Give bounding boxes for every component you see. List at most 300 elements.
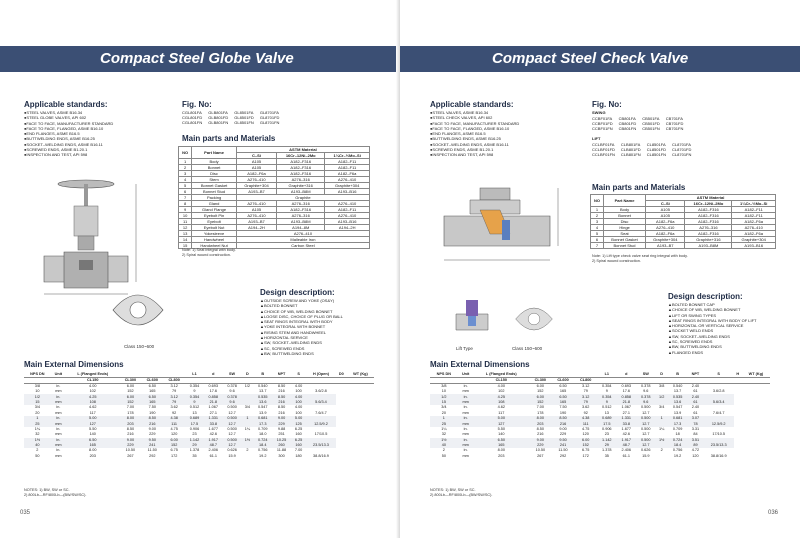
fig-number: GL8701FD [259, 115, 280, 121]
cell: 1/2 [656, 394, 668, 399]
cell: 17.6 [209, 389, 217, 394]
cell: 0.512 [602, 405, 612, 410]
cell: 6.50 [552, 394, 575, 399]
cell: A182–F11 [325, 165, 370, 171]
cell: Graphite+304 [236, 183, 276, 189]
cell: 165 [141, 400, 163, 405]
fig-column [592, 116, 613, 132]
standard-item: ●STEEL VALVES, ASME B16.34 [430, 110, 489, 115]
cell: 13.6 [253, 400, 272, 405]
cell: 3.6/2.8 [712, 389, 725, 394]
design-list [668, 302, 798, 355]
cell: 292 [559, 453, 567, 458]
cell: 25 [430, 421, 458, 426]
cell: 12.7 [636, 421, 655, 426]
cell: 1.378 [602, 448, 612, 453]
cell: 3/8 [441, 384, 447, 388]
standard-item: ●STEEL CHECK VALVES, API 602 [430, 115, 493, 121]
cell: 9.6 [223, 400, 242, 405]
cell: 0.709 [257, 426, 268, 431]
cell: 178 [127, 410, 134, 415]
cell: 0.500 [227, 426, 237, 431]
cell: 79 [172, 389, 177, 394]
cell: 4 [591, 225, 604, 231]
cell: 216 [537, 432, 544, 437]
dim-header: L1 [597, 372, 616, 378]
cell: A276–410 [236, 177, 276, 183]
cell: 17.5 [185, 421, 204, 426]
cell: 1¼ [659, 426, 665, 431]
cell: A276–410 [325, 213, 370, 219]
cell: 7 [179, 195, 192, 201]
cell: 42.6 [209, 432, 217, 437]
fig-number: CL8501FN [646, 152, 667, 158]
fig-number: CLB801FA [620, 142, 641, 147]
cell: 6.75 [170, 448, 178, 453]
design-item: ▲SEAT RINGS INTEGRAL WITH BODY [260, 319, 333, 325]
cell: 4 [179, 177, 192, 183]
cell: in. [56, 384, 61, 388]
cell: Packing [192, 195, 237, 201]
fig-number: GL8701FN [259, 120, 280, 126]
cell: 165 [552, 400, 575, 405]
cell: 102 [498, 389, 505, 394]
cell: 6.00 [126, 384, 135, 388]
cell: A194–2H [236, 225, 276, 231]
standard-item: ●SOCKET–WELDING ENDS, ASME B16.11 [430, 141, 509, 147]
fig-column [672, 142, 691, 158]
fig-title: Fig. No: [182, 100, 212, 109]
cell: 12.7 [636, 443, 655, 448]
cell: A276–316 [277, 201, 325, 207]
flange-drawing [108, 280, 168, 340]
cell: 3.12 [574, 394, 597, 399]
cell: 216 [127, 432, 134, 437]
cell: 1/2 [244, 384, 251, 388]
check-valve-drawing [430, 180, 570, 280]
cell: 120 [170, 432, 178, 437]
cell: 2 [36, 448, 39, 453]
cell: mm [51, 400, 66, 405]
cell: A276–410 [325, 201, 370, 207]
dim-header: WT (Kg) [742, 372, 770, 378]
cell: 100 [295, 410, 302, 415]
cell: 0.756 [257, 448, 268, 453]
cell: A182–F316 [277, 207, 325, 213]
cell: Bonnet Stud [192, 189, 237, 195]
right-page [400, 0, 800, 538]
design-item: ▲YOKE INTEGRAL WITH BONNET [260, 324, 326, 330]
cell: 40 [430, 443, 458, 448]
cell: A182–F6a [732, 219, 776, 225]
cell: 8.00 [497, 448, 505, 453]
cell: 10.50 [125, 448, 136, 453]
cell: 35 [604, 453, 609, 458]
cell: 0.354 [189, 384, 200, 388]
cell: A182–F6a [646, 231, 685, 237]
cell: 229 [559, 432, 567, 437]
cell: 152 [529, 400, 552, 405]
parts-table [178, 146, 370, 249]
fig-number: CB501FD [642, 121, 660, 127]
cell: 0.689 [185, 416, 204, 421]
cell: Graphite+316 [685, 237, 732, 243]
cell: A182–F11 [732, 207, 776, 213]
cell: 5.6/3.4 [704, 400, 734, 405]
dim-header: d [617, 372, 636, 378]
cell: 13 [192, 410, 197, 415]
cell: 25 [24, 421, 51, 426]
dim-subheader [734, 378, 742, 384]
cell: Body [603, 207, 645, 213]
cell: A182–F6a [236, 171, 276, 177]
cell: 1¼ [34, 426, 40, 431]
parts-header: Part Name [603, 195, 645, 207]
dimensions-table [24, 372, 374, 459]
fig-column [619, 116, 637, 132]
fig-number: CCLBF01FA [592, 142, 615, 147]
cell: 79 [163, 400, 185, 405]
design-list [260, 298, 390, 356]
cell: 100 [291, 400, 306, 405]
design-item: ▲LOOSE DISC, CHOICE OF PLUG OR BALL [260, 313, 343, 319]
cell: 20 [441, 410, 446, 415]
cell: A182–F316 [685, 213, 732, 219]
cell: 160 [291, 443, 306, 448]
cell: 216 [272, 400, 291, 405]
cell: 17/10.5 [712, 432, 726, 437]
fig-number: CB701FA [665, 116, 683, 121]
design-item: ▲FLANGED ENDS [668, 349, 704, 355]
cell: 11.88 [276, 448, 287, 453]
cell: Eyebolt Nut [192, 225, 237, 231]
cell: 2.40 [691, 405, 700, 410]
fig-column [642, 116, 660, 132]
cell: 6.00 [163, 438, 185, 443]
fig-number: CL8701FA [672, 142, 691, 147]
cell: 6.00 [529, 394, 552, 399]
cell: in. [458, 438, 474, 443]
cell: 3/8 [659, 384, 665, 388]
dim-header: Unit [458, 372, 474, 378]
cell: 5 [179, 183, 192, 189]
cell: A105 [236, 207, 276, 213]
cell: 267 [537, 453, 544, 458]
cell: 1 [430, 416, 458, 421]
cell: in. [458, 416, 474, 421]
design-item: ▲SC, SCREWED ENDS [668, 339, 713, 345]
cell: 7.00 [126, 405, 135, 410]
cell: 108 [474, 400, 529, 405]
cell: 5.50 [497, 426, 505, 431]
cell: 18 [675, 432, 680, 437]
standards-title: Applicable standards: [430, 100, 514, 109]
cell: 27.1 [622, 410, 630, 415]
cell: 0.500 [227, 405, 237, 410]
cell: 84 [693, 432, 698, 437]
cell: 6.25 [294, 426, 303, 431]
dim-header: SW [636, 372, 655, 378]
cell: A105 [236, 165, 276, 171]
cell: A182–F316 [685, 219, 732, 225]
cell [241, 454, 253, 459]
cell: A193–B7 [236, 219, 276, 225]
cell: 17.5 [597, 421, 616, 426]
standard-item: ●STEEL GLOBE VALVES, API 602 [24, 115, 87, 121]
cell: 2.40 [691, 384, 700, 388]
cell: mm [462, 389, 469, 394]
cell: 9 [605, 389, 608, 394]
fig-number: CB501FA [642, 116, 660, 121]
fig-title: Fig. No: [592, 100, 622, 109]
fig-column [182, 110, 202, 126]
cell: 19.2 [673, 453, 682, 458]
fig-number: CCBF01FD [592, 121, 613, 127]
cell: 0.512 [189, 405, 200, 410]
cell: 6.50 [559, 384, 567, 388]
lift-label: LIFT [592, 136, 601, 141]
cell: 9 [193, 389, 196, 394]
cell: 165 [149, 389, 156, 394]
page-title: Compact Steel Check Valve [400, 46, 800, 72]
cell: 8.00 [89, 448, 97, 453]
cell: A182–F316 [685, 207, 732, 213]
cell: 17.3 [253, 421, 272, 426]
cell: 13 [604, 410, 609, 415]
cell: 241 [141, 443, 163, 448]
cell: 190 [149, 410, 156, 415]
design-item: ▲SW, SOCKET–WELDING ENDS [260, 340, 322, 346]
cell: 2 [660, 448, 663, 453]
note-line: Note: 1) Seat integral with body. [182, 248, 236, 252]
cell: 0.693 [621, 384, 632, 388]
cell: 0.858 [617, 394, 636, 399]
design-title: Design description: [260, 288, 335, 297]
cell: A276–410 [646, 225, 685, 231]
fig-number: CCBF01FA [592, 116, 613, 121]
cell: 4.38 [163, 416, 185, 421]
cell: A105 [646, 213, 685, 219]
cell: 3.12 [582, 384, 590, 388]
dim-header: Unit [51, 372, 66, 378]
cell: 172 [582, 453, 589, 458]
cell: 1.677 [621, 426, 632, 431]
cell: 5.00 [291, 416, 306, 421]
dim-subheader [347, 378, 374, 384]
cell: 6.00 [536, 384, 545, 388]
cell: 0.724 [253, 438, 272, 443]
cell: 0.354 [185, 394, 204, 399]
cell: 12.7 [642, 410, 650, 415]
standard-item: ●INSPECTION AND TEST, API 598 [24, 152, 88, 158]
cell: A105 [646, 207, 685, 213]
standard-item: ●INSPECTION AND TEST, API 598 [430, 152, 494, 158]
dim-header: D [241, 372, 253, 378]
cell: 17/10.5 [314, 432, 328, 437]
table-row [591, 243, 776, 249]
cell: 172 [170, 453, 178, 458]
cell: 15.9 [228, 453, 236, 458]
cell: 11.50 [147, 448, 157, 453]
cell: 8.50 [141, 416, 163, 421]
cell: 61.1 [209, 453, 217, 458]
cell: 1.067 [621, 405, 632, 410]
standard-item: ●FACE TO FACE, FLANGED, ASME B16.10 [430, 125, 510, 131]
cell: 9.50 [141, 438, 163, 443]
cell: mm [458, 400, 474, 405]
cell: 12.7 [223, 443, 242, 448]
dim-header: S [291, 372, 306, 378]
cell: A182–F316 [277, 165, 325, 171]
design-item: ▲HORIZONTAL SERVICE [260, 335, 308, 341]
cell: Graphite+304 [732, 237, 776, 243]
cell: 102 [89, 389, 96, 394]
cell: 3.62 [170, 405, 178, 410]
cell: mm [55, 432, 62, 437]
cell: 165 [559, 389, 567, 394]
cell: 3/4 [659, 405, 665, 410]
cell: A194–2H [325, 225, 370, 231]
cell: 4.00 [497, 384, 505, 388]
cell: 3.62 [582, 405, 590, 410]
cell: 9.00 [529, 438, 552, 443]
cell: 7.6/4.7 [712, 410, 725, 415]
cell: Yokesleeve [192, 231, 237, 237]
cell: 89 [687, 443, 703, 448]
dim-subheader: CL150 [66, 378, 119, 384]
design-item: ▲HORIZONTAL OR VERTICAL SERVICE [668, 323, 744, 329]
design-item: ▲SC, SCREWED ENDS [260, 345, 305, 351]
cell: 92 [583, 410, 588, 415]
cell: 229 [529, 443, 552, 448]
fig-column [234, 110, 254, 126]
dim-header: d [204, 372, 223, 378]
cell: A276–410 [236, 213, 276, 219]
cell: 12.7 [223, 421, 242, 426]
parts-header: 16Cr–12Ni–2Mo [277, 153, 325, 159]
cell: 17.6 [622, 389, 630, 394]
cell: A276–316 [277, 177, 325, 183]
cell: A193–B7 [646, 243, 685, 249]
cell: 21.8 [617, 400, 636, 405]
cell: 7.50 [559, 405, 567, 410]
cell: 0.378 [641, 384, 651, 388]
cell: 9.6 [636, 400, 655, 405]
cell: 6 [591, 237, 604, 243]
cell: 8.50 [552, 416, 575, 421]
cell: 12.7 [228, 410, 236, 415]
cell: 6.25 [291, 438, 306, 443]
cell: A182–F316 [277, 159, 325, 165]
cell: 3 [591, 219, 604, 225]
cell: in. [458, 394, 474, 399]
cell: Bonnet [603, 213, 645, 219]
cell: 127 [474, 421, 529, 426]
cell: 13.9 [259, 410, 267, 415]
cell: Gland [192, 201, 237, 207]
cell: 6.00 [574, 438, 597, 443]
cell: 0.689 [597, 416, 616, 421]
cell: 0.540 [257, 384, 268, 388]
cell: A276–410 [732, 225, 776, 231]
cell: 12.5/9.2 [306, 421, 335, 426]
cell: 29 [185, 443, 204, 448]
cell: 14 [179, 237, 192, 243]
cell: 23.5/13.3 [306, 443, 335, 448]
cell: 111 [574, 421, 597, 426]
cell: 10 [35, 389, 40, 394]
cell: A182–F6a [732, 231, 776, 237]
cell: 15 [179, 243, 192, 249]
cell: 5.00 [474, 416, 529, 421]
fig-number: CLB801FD [620, 147, 641, 153]
fig-number: CB701FD [665, 121, 684, 127]
cell: A193–B16 [732, 243, 776, 249]
cell: 3.6/2.8 [315, 389, 327, 394]
cell: 15.9 [642, 453, 650, 458]
cell: in. [56, 426, 61, 431]
cell: 4.25 [474, 394, 529, 399]
cell: 1.378 [189, 448, 200, 453]
fig-number: CGL801FN [182, 120, 203, 126]
cell: 229 [149, 432, 156, 437]
cell: 23 [604, 432, 609, 437]
cell: 127 [66, 421, 119, 426]
dim-header: H [734, 372, 742, 378]
standard-item: ●SCREWED ENDS, ASME B1.20.1 [430, 147, 494, 153]
fig-number: CB801FD [618, 121, 637, 127]
standard-item: ●FACE TO FACE, FLANGED, ASME B16.10 [24, 125, 104, 131]
cell: 9.6 [229, 389, 235, 394]
dim-subheader: CL300 [119, 378, 141, 384]
design-item: ▲SW, SOCKET–WELDING ENDS [668, 333, 730, 339]
parts-note [592, 254, 688, 264]
parts-header: NO [591, 195, 604, 207]
cell: 0.500 [223, 416, 242, 421]
cell: in. [463, 426, 468, 431]
cell: 2 [246, 448, 249, 453]
standard-item: ●END FLANGES, ASME B16.5 [24, 131, 80, 137]
cell: 152 [537, 389, 544, 394]
cell: 3/4 [244, 405, 251, 410]
cell: 61 [687, 400, 703, 405]
cell: 9.88 [277, 426, 286, 431]
cell: 3.12 [163, 394, 185, 399]
cell: 1 [241, 416, 253, 421]
fig-number: CCLBF01FN [592, 152, 615, 158]
cell: 32 [35, 432, 40, 437]
cell: 0.693 [208, 384, 219, 388]
cell: 4.75 [582, 426, 590, 431]
cell: 6.00 [119, 394, 141, 399]
dim-header: L1 [185, 372, 204, 378]
design-item: ▲BOLTED BONNET CAP [668, 302, 715, 307]
cell: 1 [179, 159, 192, 165]
parts-header: ASTM Material [236, 147, 369, 153]
cell: 1 [24, 416, 51, 421]
standards-list [24, 110, 184, 158]
cell: 1.331 [617, 416, 636, 421]
cell: 117 [89, 410, 96, 415]
standards-list [430, 110, 590, 158]
cell: 12.7 [642, 432, 650, 437]
cell: mm [51, 421, 66, 426]
cell: 0.681 [668, 416, 687, 421]
fig-number: CB501FN [642, 126, 660, 132]
cell: 10.25 [272, 438, 291, 443]
cell: 0.906 [602, 426, 612, 431]
dim-subheader [336, 378, 347, 384]
